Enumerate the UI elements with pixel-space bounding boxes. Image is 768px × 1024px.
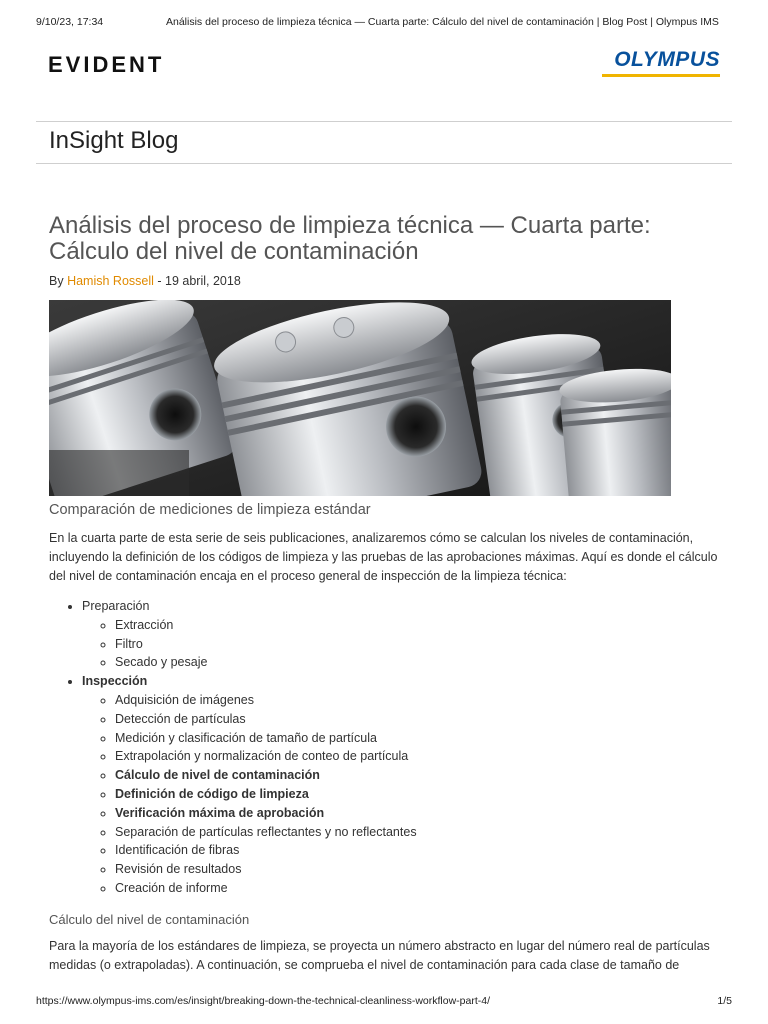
brand-header (48, 44, 720, 84)
blog-divider (36, 163, 732, 164)
byline-prefix: By (49, 274, 64, 288)
article-title-line1: Análisis del proceso de limpieza técnica — Cuarta parte: (49, 212, 651, 239)
list-item: ◦ Revisión de resultados (115, 860, 762, 879)
outline-label-preparation: Preparación (82, 599, 150, 613)
article-title (49, 213, 729, 265)
list-item: ◦ Identificación de fibras (115, 841, 762, 860)
list-item: ◦ Extrapolación y normalización de conteo de partícula (115, 747, 762, 766)
pistons-illustration (49, 300, 671, 496)
list-item-current: ◦ Cálculo de nivel de contaminación (115, 766, 762, 785)
top-divider (36, 121, 732, 122)
list-item-current: ◦ Verificación máxima de aprobación (115, 804, 762, 823)
list-item: ◦ Medición y clasificación de tamaño de partícula (115, 729, 762, 748)
list-item-current: ◦ Definición de código de limpieza (115, 785, 762, 804)
list-item: ◦ Adquisición de imágenes (115, 691, 762, 710)
publish-date: - 19 abril, 2018 (153, 274, 241, 288)
olympus-logo-underline (602, 74, 720, 77)
list-item: ◦ Detección de partículas (115, 710, 762, 729)
article-title-line2: Cálculo del nivel de contaminación (49, 238, 419, 265)
print-timestamp: 9/10/23, 17:34 (36, 16, 104, 28)
print-url: https://www.olympus-ims.com/es/insight/breaking-down-the-technical-cleanliness-workflow-part-4/ (36, 995, 491, 1007)
section-heading: Cálculo del nivel de contaminación (49, 912, 250, 927)
outline-item-preparation (82, 597, 762, 672)
hero-image-pistons (49, 300, 671, 496)
preparation-steps (82, 616, 762, 672)
byline (49, 274, 241, 288)
blog-title[interactable]: InSight Blog (49, 127, 179, 154)
inspection-steps (82, 691, 762, 898)
list-item: ◦ Secado y pesaje (115, 653, 762, 672)
intro-paragraph: En la cuarta parte de esta serie de seis publicaciones, analizaremos cómo se calculan los niveles de contaminación, incluyendo la definición de los códigos de limpieza y las pruebas de las aprobaciones máximas. Aquí es donde el cálculo del nivel de contaminación encaja en el proceso general de inspección de la limpieza técnica: (49, 531, 718, 583)
list-item: ◦ Creación de informe (115, 879, 762, 898)
author-link[interactable]: Hamish Rossell (67, 274, 154, 288)
workflow-outline (49, 597, 762, 898)
section-paragraph: Para la mayoría de los estándares de limpieza, se proyecta un número abstracto en lugar del número real de partículas medidas (o extrapoladas). A continuación, se comprueba el nivel de contaminación para cada clase de tamaño de (49, 939, 710, 972)
image-caption: Comparación de mediciones de limpieza estándar (49, 502, 371, 518)
list-item: ◦ Separación de partículas reflectantes y no reflectantes (115, 823, 762, 842)
list-item: ◦ Extracción (115, 616, 762, 635)
print-page-title: Análisis del proceso de limpieza técnica — Cuarta parte: Cálculo del nivel de contaminación | Blog Post | Olympus IMS (166, 16, 719, 28)
list-item: ◦ Filtro (115, 635, 762, 654)
outline-item-inspection (82, 672, 762, 898)
olympus-logo[interactable]: OLYMPUS (614, 48, 720, 71)
print-page-number: 1/5 (717, 995, 732, 1007)
outline-label-inspection: Inspección (82, 674, 148, 689)
evident-logo[interactable]: EVIDENT (48, 52, 165, 77)
